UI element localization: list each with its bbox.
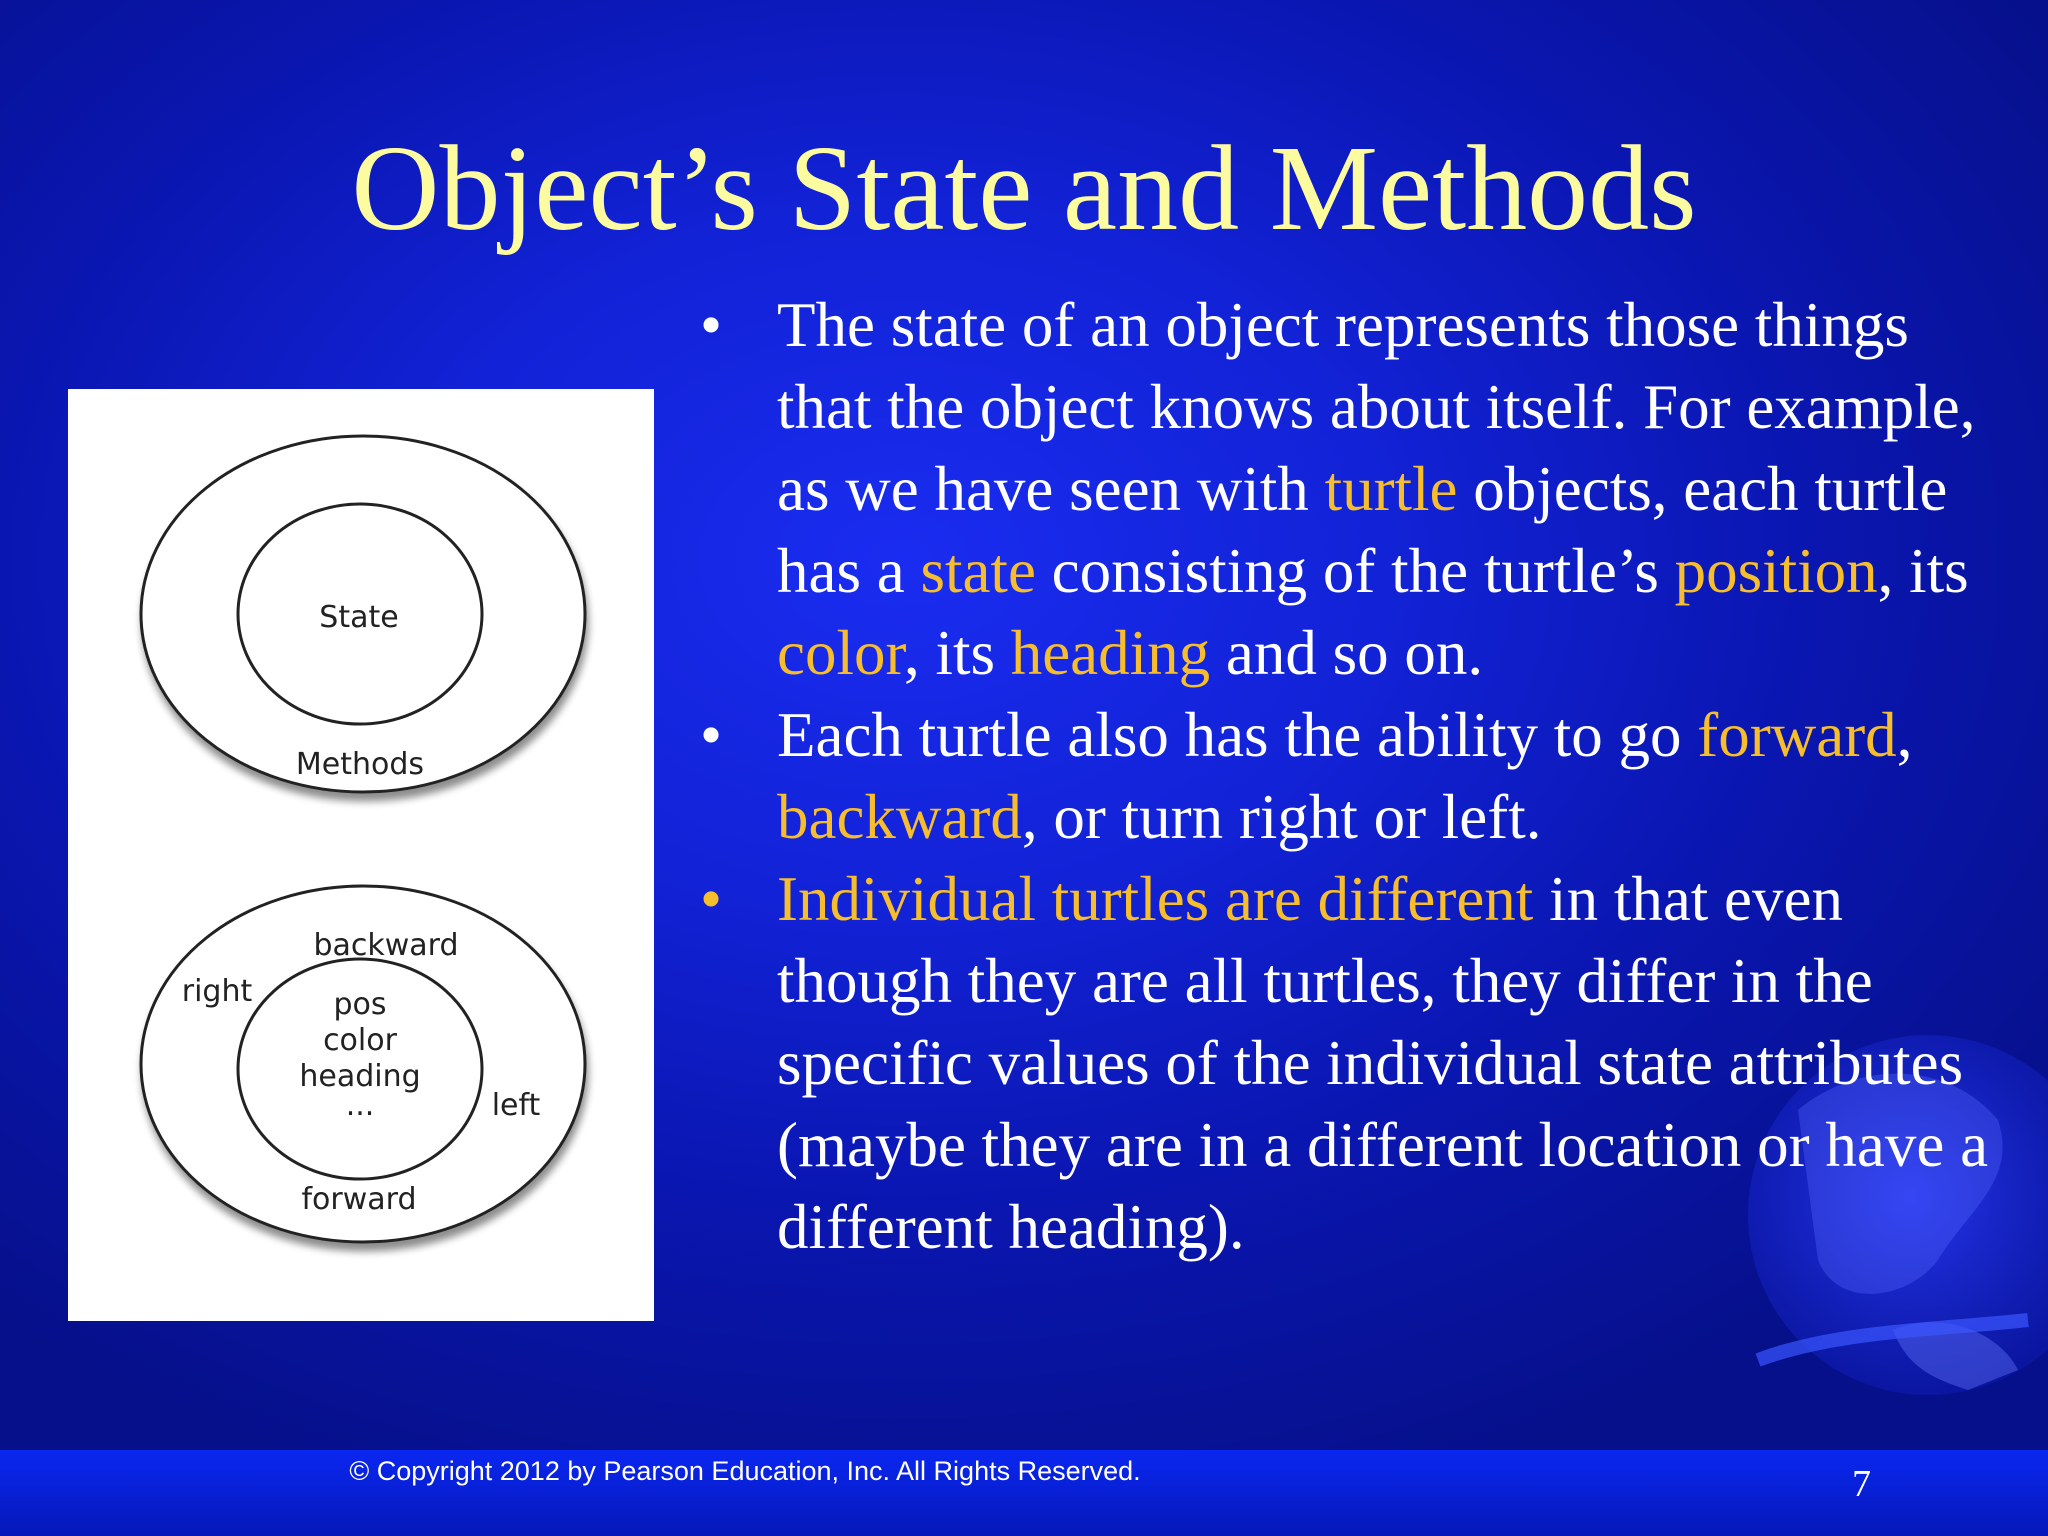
bullet-text: Each turtle also has the ability to go	[777, 700, 1698, 770]
bullet-list	[700, 284, 2000, 1268]
slide-title: Object’s State and Methods	[351, 121, 1697, 256]
bullet-text: , its	[1877, 536, 1969, 606]
bullet-item	[700, 858, 2000, 1268]
bullet-item	[700, 694, 2000, 858]
method-right-label: right	[181, 974, 253, 1009]
method-left-label: left	[491, 1088, 541, 1123]
bullet-text: and so on.	[1210, 618, 1484, 688]
highlighted-text: state	[920, 536, 1036, 606]
state-ellipsis-label: ...	[345, 1088, 375, 1123]
bullet-dot-icon: •	[700, 864, 723, 934]
bullet-text: ,	[1896, 700, 1913, 770]
highlighted-text: Individual turtles are different	[777, 864, 1534, 934]
state-pos-label: pos	[333, 987, 387, 1022]
highlighted-text: forward	[1697, 700, 1897, 770]
bullet-text: The state of an object represents those things that the object knows about itself. For example, as we have seen with	[777, 290, 1976, 524]
bullet-text: in that even though they are all turtles, they differ in the specific values of the individual state attributes (maybe they are in a different location or have a different heading).	[777, 864, 1989, 1262]
highlighted-text: backward	[777, 782, 1022, 852]
bullet-text: , its	[903, 618, 1011, 688]
state-heading-label: heading	[299, 1059, 421, 1094]
bullet-dot-icon: •	[700, 700, 723, 770]
highlighted-text: heading	[1010, 618, 1211, 688]
method-backward-label: backward	[313, 928, 459, 963]
bullet-item	[700, 284, 2000, 694]
highlighted-text: color	[777, 618, 904, 688]
copyright-notice: © Copyright 2012 by Pearson Education, Inc. All Rights Reserved.	[349, 1456, 1141, 1486]
state-label: State	[319, 600, 399, 635]
bullet-text: consisting of the turtle’s	[1035, 536, 1675, 606]
bullet-text: objects, each turtle has a	[777, 454, 1948, 606]
bullet-dot-icon: •	[700, 290, 723, 360]
method-forward-label: forward	[301, 1182, 417, 1217]
highlighted-text: position	[1674, 536, 1878, 606]
page-number: 7	[1852, 1463, 1871, 1505]
state-methods-diagram	[68, 389, 654, 1321]
diagram-svg	[68, 389, 654, 1321]
highlighted-text: turtle	[1324, 454, 1458, 524]
bullet-text: , or turn right or left.	[1021, 782, 1542, 852]
methods-label: Methods	[295, 747, 425, 782]
state-color-label: color	[323, 1023, 397, 1058]
